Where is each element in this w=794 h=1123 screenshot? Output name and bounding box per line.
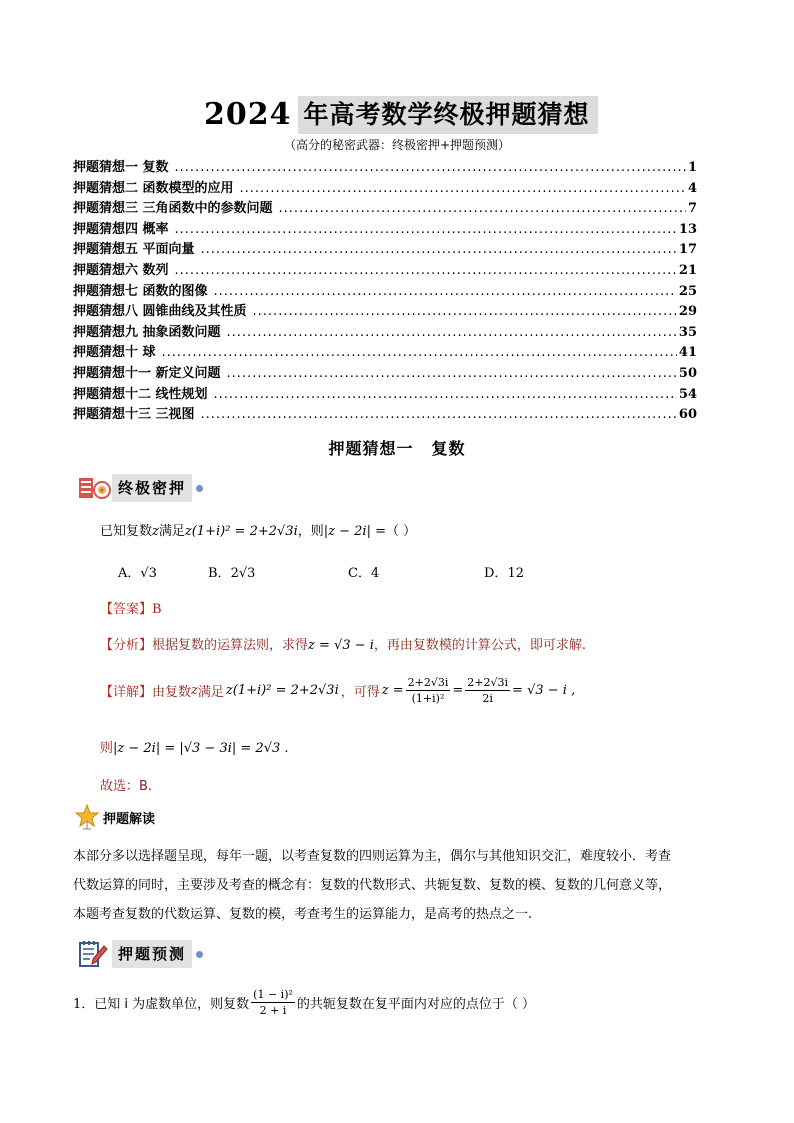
- toc-entry[interactable]: [73, 300, 697, 321]
- problem-1-text1: 已知 i 为虚数单位，则复数: [94, 997, 250, 1012]
- toc-leader-dots: [175, 160, 686, 175]
- toc-entry-label: 押题猜想十二 线性规划: [73, 386, 208, 402]
- banner-label: 终极密押: [112, 474, 192, 502]
- toc-entry-page: 21: [678, 262, 697, 278]
- toc-entry-label: 押题猜想十一 新定义问题: [73, 365, 221, 381]
- banner-dot-icon: [196, 485, 203, 492]
- toc-entry-page: 17: [678, 242, 697, 258]
- toc-entry-label: 押题猜想五 平面向量: [73, 242, 195, 258]
- question-abs: |z − 2i| =: [323, 524, 386, 539]
- detail-tag: 【详解】: [100, 685, 153, 700]
- table-of-contents: [73, 156, 697, 424]
- toc-entry-page: 35: [678, 324, 697, 340]
- toc-entry[interactable]: [73, 218, 697, 239]
- interpretation-line-3: 本题考查复数的代数运算、复数的模，考查考生的运算能力，是高考的热点之一.: [73, 907, 533, 922]
- toc-entry-page: 7: [687, 201, 697, 217]
- title-main: 年高考数学终极押题猜想: [298, 96, 598, 134]
- problem-1: [73, 988, 535, 1017]
- toc-leader-dots: [175, 263, 677, 278]
- answer-line: [100, 598, 162, 617]
- toc-entry-label: 押题猜想四 概率: [73, 221, 169, 237]
- detail-fraction-1: $\frac{2+2√3i}{\text{(1+i)²}}$: [407, 676, 449, 705]
- toc-entry[interactable]: [73, 280, 697, 301]
- detail-var: z: [191, 683, 198, 698]
- problem-1-text2: 的共轭复数在复平面内对应的点位于（ ）: [296, 997, 536, 1012]
- toc-leader-dots: [201, 407, 677, 422]
- toc-leader-dots: [227, 325, 677, 340]
- toc-entry-label: 押题猜想二 函数模型的应用: [73, 180, 234, 196]
- title-year: 2024: [204, 97, 292, 132]
- interpretation-heading: [75, 804, 155, 830]
- detail-line: 【详解】 由复数 z 满足 z(1+i)² = 2+2√3i ，可得 z = $\frac{2+2√3i}{\text{(1+i)²}}$ = $\frac{2+2√3i}{2i}$ = √3 − i ,: [100, 676, 576, 705]
- detail-result: = √3 − i ,: [512, 683, 576, 698]
- toc-entry[interactable]: [73, 177, 697, 198]
- toc-entry-page: 13: [678, 221, 697, 237]
- toc-entry-label: 押题猜想十 球: [73, 345, 156, 361]
- question-equation: z(1+i)² = 2+2√3i: [184, 524, 298, 539]
- problem-1-number: 1．: [73, 997, 95, 1012]
- option-d: D．12: [484, 566, 524, 581]
- toc-entry-label: 押题猜想八 圆锥曲线及其性质: [73, 304, 247, 320]
- toc-entry-page: 1: [687, 160, 697, 175]
- toc-entry-page: 50: [678, 365, 697, 381]
- toc-entry-page: 41: [678, 345, 697, 361]
- toc-entry-label: 押题猜想七 函数的图像: [73, 283, 208, 299]
- banner-final-prediction: [78, 474, 203, 502]
- toc-leader-dots: [214, 387, 677, 402]
- option-c: C．4: [348, 566, 380, 581]
- answer-tag: 【答案】: [100, 602, 153, 617]
- document-title: [202, 95, 598, 135]
- banner2-dot-icon: [196, 951, 203, 958]
- question-pre: 已知复数: [100, 524, 153, 539]
- section-heading-part2: 复数: [431, 439, 466, 458]
- interpretation-line-1: 本部分多以选择题呈现，每年一题，以考查复数的四则运算为主，偶尔与其他知识交汇，难度较小．考查: [73, 849, 672, 864]
- toc-entry[interactable]: [73, 259, 697, 280]
- detail-line2-equation: |z − 2i| = |√3 − 3i| = 2√3 .: [113, 741, 289, 756]
- toc-entry[interactable]: [73, 362, 697, 383]
- problem-1-fraction: $\frac{\text{(1 − i)²}}{2 + i}$: [253, 988, 293, 1017]
- toc-leader-dots: [279, 201, 686, 216]
- target-icon: [78, 476, 112, 500]
- section-heading-part1: 押题猜想一: [328, 439, 414, 458]
- toc-entry-page: 60: [678, 407, 697, 423]
- detail-line2-pre: 则: [100, 741, 114, 756]
- analysis-text2: ，再由复数模的计算公式，即可求解.: [373, 638, 587, 653]
- toc-entry-label: 押题猜想十三 三视图: [73, 407, 195, 423]
- toc-entry[interactable]: [73, 197, 697, 218]
- toc-leader-dots: [214, 284, 677, 299]
- interpretation-label: 押题解读: [103, 811, 156, 827]
- notepad-pencil-icon: [78, 940, 108, 968]
- section-heading: [0, 436, 794, 459]
- analysis-text1: 根据复数的运算法则，求得: [152, 638, 309, 653]
- toc-entry[interactable]: [73, 238, 697, 259]
- interpretation-line-2: 代数运算的同时，主要涉及考查的概念有：复数的代数形式、共轭复数、复数的模、复数的几何意义等，: [73, 878, 672, 893]
- toc-leader-dots: [227, 366, 677, 381]
- detail-choice: 故选：B.: [100, 779, 153, 794]
- detail-line2: [100, 737, 289, 756]
- toc-leader-dots: [253, 304, 677, 319]
- answer-value: B: [152, 602, 162, 617]
- detail-zeq: z =: [381, 683, 404, 698]
- toc-entry[interactable]: [73, 321, 697, 342]
- detail-text2: 满足: [197, 685, 224, 700]
- toc-entry[interactable]: [73, 383, 697, 404]
- analysis-tag: 【分析】: [100, 638, 153, 653]
- detail-fraction-2: $\frac{2+2√3i}{2i}$: [467, 676, 509, 705]
- interpretation-paragraph: [73, 842, 723, 929]
- question-tail: （ ）: [385, 524, 417, 539]
- detail-text3: ，可得: [340, 685, 380, 700]
- toc-entry-label: 押题猜想一 复数: [73, 160, 169, 175]
- toc-entry-label: 押题猜想九 抽象函数问题: [73, 324, 221, 340]
- toc-entry[interactable]: [73, 403, 697, 424]
- toc-entry-page: 54: [678, 386, 697, 402]
- analysis-equation: z = √3 − i: [308, 638, 374, 653]
- toc-leader-dots: [201, 242, 677, 257]
- toc-entry-page: 4: [687, 180, 697, 196]
- analysis-line: [100, 634, 586, 653]
- question-post: ，则: [297, 524, 324, 539]
- toc-entry-page: 29: [678, 304, 697, 320]
- question-stem: [100, 520, 416, 539]
- option-a: A．√3: [118, 566, 157, 581]
- toc-leader-dots: [240, 181, 686, 196]
- toc-entry-label: 押题猜想三 三角函数中的参数问题: [73, 201, 273, 217]
- toc-entry[interactable]: [73, 341, 697, 362]
- detail-text1: 由复数: [152, 685, 192, 700]
- star-icon: [75, 804, 99, 830]
- toc-entry-page: 25: [678, 283, 697, 299]
- document-subtitle: （高分的秘密武器：终极密押+押题预测）: [283, 138, 511, 152]
- question-var: z: [152, 524, 159, 539]
- toc-entry-label: 押题猜想六 数列: [73, 262, 169, 278]
- toc-leader-dots: [162, 345, 677, 360]
- option-b: B．2√3: [208, 566, 256, 581]
- banner2-label: 押题预测: [112, 940, 192, 968]
- toc-leader-dots: [175, 222, 677, 237]
- question-mid: 满足: [158, 524, 185, 539]
- detail-equation1: z(1+i)² = 2+2√3i: [225, 683, 339, 698]
- banner-prediction: [78, 940, 203, 968]
- toc-entry[interactable]: [73, 156, 697, 177]
